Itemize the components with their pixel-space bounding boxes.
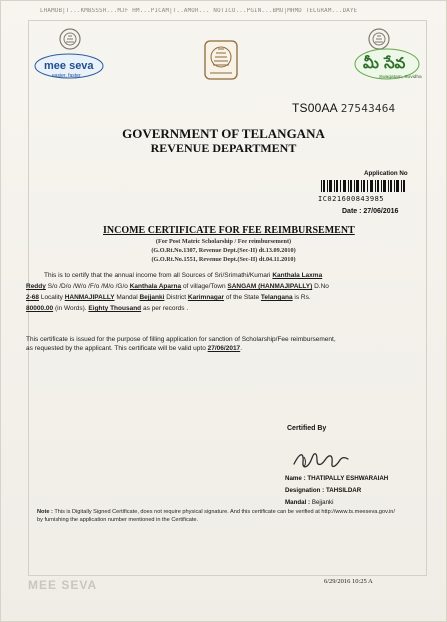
print-timestamp: 6/29/2016 10:25 A bbox=[324, 578, 373, 585]
telugu-logo-tagline: Swagatam, Suvidha bbox=[379, 75, 422, 80]
mee-seva-footer-watermark: MEE SEVA bbox=[28, 578, 98, 592]
digital-signature-note: Note : This is Digitally Signed Certificate, does not require physical signature. And this certificate can be verified at http://www.ts.meeseva.gov.in/ by furnishing the application number mentioned in the Certificate. bbox=[37, 509, 395, 523]
signature-icon bbox=[286, 442, 358, 476]
serial-digits: 27543464 bbox=[340, 102, 396, 115]
serial-prefix: TS00AA bbox=[292, 101, 338, 115]
serial-number bbox=[292, 101, 395, 115]
certified-by-label: Certified By bbox=[287, 425, 327, 432]
telugu-logo bbox=[352, 45, 422, 85]
application-label: Application No bbox=[364, 170, 408, 177]
purpose-line-1: This certificate is issued for the purpose of filling application for sanction of Scholarship/Fee reimbursement, bbox=[26, 336, 336, 343]
mee-seva-tagline: easier, faster bbox=[52, 73, 81, 79]
purpose-line-2: as requested by the applicant. This certificate will be valid upto 27/06/2017. bbox=[26, 345, 242, 352]
government-title: GOVERNMENT OF TELANGANA bbox=[122, 126, 325, 141]
government-seal bbox=[202, 36, 240, 84]
left-corner-seal-icon bbox=[58, 27, 82, 51]
certificate-subtitle-3: (G.O.Rt.No.1551, Revenue Dept.(Sec-II) dt.04.11.2010) bbox=[151, 256, 296, 263]
application-date: Date : 27/06/2016 bbox=[342, 208, 399, 215]
signer-mandal: Mandal : Bejjanki bbox=[285, 499, 334, 506]
top-print-line: LHAMOB|T...KMBSSSH...MJF HM...P1CAM|T..AMOR... NOTICO...PGIN...BMU|MHMD TELGRAM...DAYE bbox=[40, 8, 358, 14]
certificate-subtitle-1: (For Post Matric Scholarship / Fee reimbursement) bbox=[155, 238, 292, 245]
certificate-line-3: 2-68 Locality HANMAJIPALLY Mandal Bejjanki District Karimnagar of the State Telangana is Rs. bbox=[26, 294, 311, 301]
department-title: REVENUE DEPARTMENT bbox=[150, 141, 297, 155]
signer-designation: Designation : TAHSILDAR bbox=[285, 487, 362, 494]
mee-seva-logo-text: mee seva bbox=[44, 60, 94, 72]
application-number: IC021600843985 bbox=[318, 195, 385, 203]
telugu-logo-text: మీ సేవ bbox=[363, 54, 406, 72]
barcode-icon bbox=[321, 180, 407, 192]
telugu-logo-icon bbox=[352, 45, 422, 85]
certificate-line-1: This is to certify that the annual income from all Sources of Sri/Srimathi/Kumari Kanthala Laxma bbox=[44, 272, 323, 279]
certificate-line-4: 80000.00 (in Words). Eighty Thousand as per records . bbox=[26, 305, 189, 312]
mee-seva-logo bbox=[34, 52, 104, 82]
certificate-subtitle-2: (G.O.Rt.No.1307, Revenue Dept.(Sec-II) dt.13.09.2010) bbox=[151, 247, 296, 254]
certificate-line-2: Reddy S/o /D/o /W/o /F/o /M/o /G/o Kanthala Aparna of village/Town SANGAM (HANMAJIPALLY) D.No bbox=[26, 283, 329, 290]
mee-seva-logo-icon bbox=[34, 52, 104, 82]
signer-name: Name : THATIPALLY ESHWARAIAH bbox=[285, 475, 389, 482]
certificate-title: INCOME CERTIFICATE FOR FEE REIMBURSEMENT bbox=[103, 225, 355, 236]
government-seal-icon bbox=[202, 36, 240, 84]
